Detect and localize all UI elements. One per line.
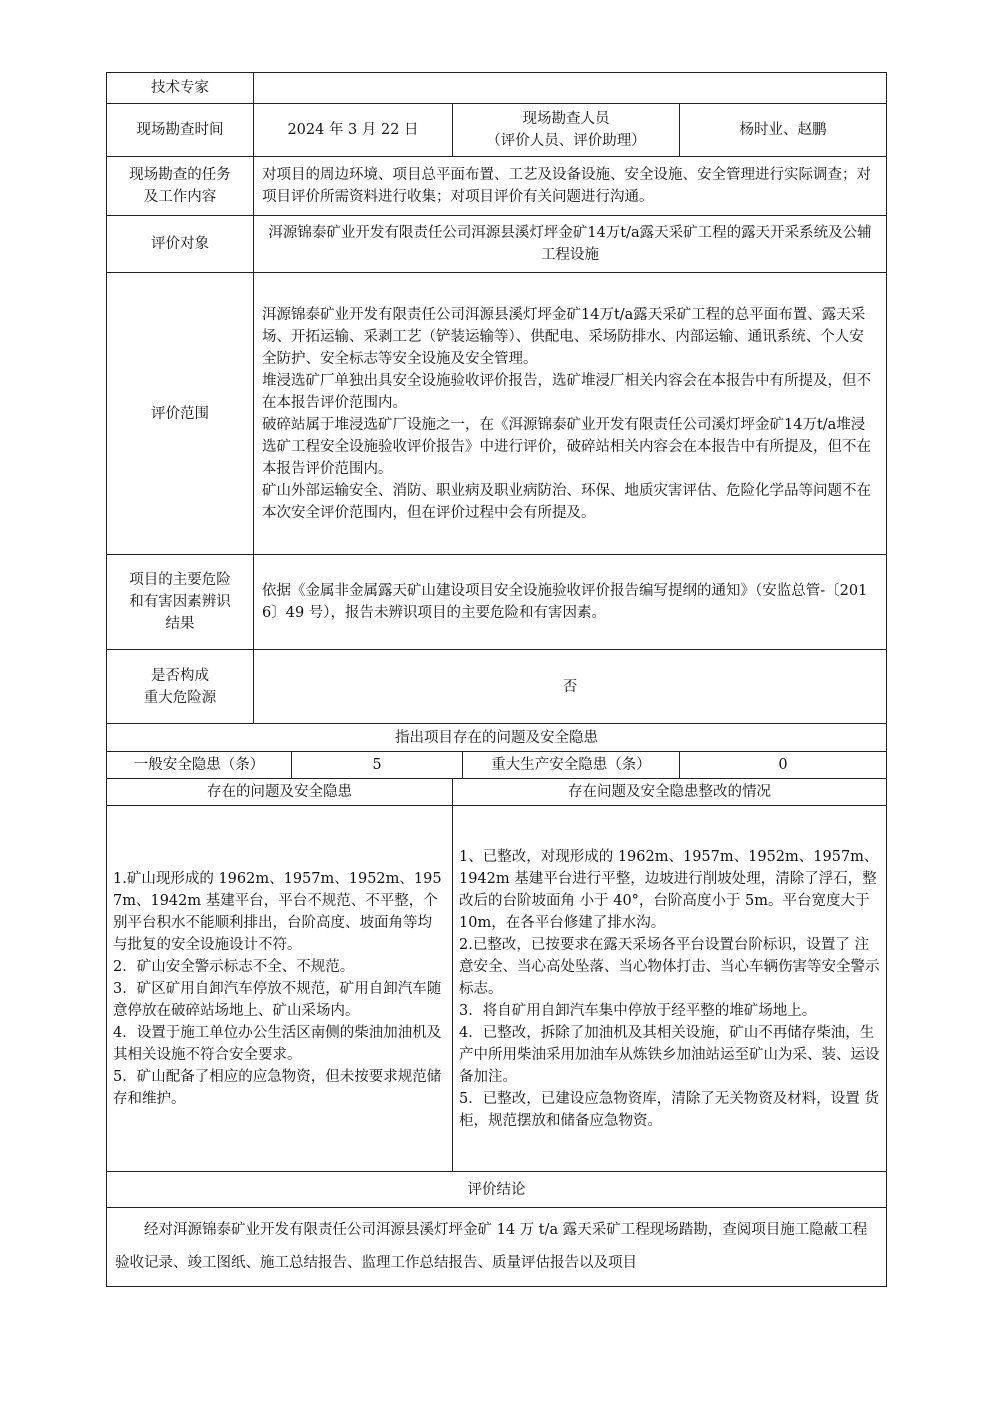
scope-paragraph: 矿山外部运输安全、消防、职业病及职业病防治、环保、地质灾害评估、危险化学品等问题不在本次安全评价范围内，但在评价过程中会有所提及。 [262, 482, 871, 521]
scope-paragraph: 堆浸选矿厂单独出具安全设施验收评价报告，选矿堆浸厂相关内容会在本报告中有所提及，但不在本报告评价范围内。 [262, 372, 871, 411]
task-label-line1: 现场勘查的任务 [129, 167, 231, 183]
rectification-item: 2.已整改，已按要求在露天采场各平台设置台阶标识，设置了 注意安全、当心高处坠落、当心物体打击、当心车辆伤害等安全警示标志。 [459, 936, 880, 997]
major-hazard-label-line2: 重大危险源 [143, 689, 217, 706]
survey-personnel-value: 杨时业、赵鹏 [680, 104, 887, 157]
problem-item: 3．矿区矿用自卸汽车停放不规范，矿用自卸汽车随意停放在破碎站场地上、矿山采场内。 [113, 980, 442, 1019]
hazards-label-line1: 项目的主要危险 [129, 572, 231, 588]
major-hazard-value: 否 [254, 650, 887, 724]
issue-counts-row [107, 752, 887, 779]
problem-item: 1.矿山现形成的 1962m、1957m、1952m、1957m、1942m 基建平台，平台不规范、不平整，个别平台积水不能顺利排出，台阶高度、坡面角等均与批复的安全设施设计不符。 [113, 870, 442, 953]
scope-paragraph: 洱源锦泰矿业开发有限责任公司洱源县溪灯坪金矿14万t/a露天采矿工程的总平面布置、露天采场、开拓运输、采剥工艺（铲装运输等）、供配电、采场防排水、内部运输、通讯系统、个人安全防护、安全标志等安全设施及安全管理。 [262, 306, 866, 367]
rectification-item: 5．已整改，已建设应急物资库，清除了无关物资及材料，设置 货柜，规范摆放和储备应急物资。 [459, 1090, 879, 1129]
hazards-label-line2: 和有害因素辨识 [129, 594, 231, 610]
hazards-row [107, 555, 887, 650]
evaluation-form [106, 72, 886, 1287]
task-label-line2: 及工作内容 [143, 189, 217, 205]
object-label: 评价对象 [107, 216, 254, 273]
major-hazard-row [107, 650, 887, 724]
issues-detail-row [107, 806, 887, 1172]
expert-row [107, 73, 887, 104]
task-text: 对项目的周边环境、项目总平面布置、工艺及设备设施、安全设施、安全管理进行实际调查；对项目评价所需资料进行收集；对项目评价有关问题进行沟通。 [254, 157, 887, 216]
issues-header-row [107, 779, 887, 806]
general-hazard-count: 5 [292, 752, 463, 779]
scope-paragraph: 破碎站属于堆浸选矿厂设施之一，在《洱源锦泰矿业开发有限责任公司溪灯坪金矿14万t/a堆浸选矿工程安全设施验收评价报告》中进行评价，破碎站相关内容会在本报告中有所提及，但不在本报告评价范围内。 [262, 416, 871, 477]
scope-label: 评价范围 [107, 273, 254, 555]
expert-label: 技术专家 [107, 73, 254, 104]
major-hazard-label-line1: 是否构成 [151, 667, 209, 684]
rectification-item: 1、已整改，对现形成的 1962m、1957m、1952m、1957m、1942m 基建平台进行平整，边坡进行削坡处理，清除了浮石，整改后的台阶坡面角 小于 40°，台阶高度小于 5m。平台宽度大于 10m，在各平台修建了排水沟。 [459, 848, 879, 931]
survey-time-value: 2024 年 3 月 22 日 [254, 104, 453, 157]
hazards-label-line3: 结果 [165, 616, 195, 632]
problems-list [107, 806, 453, 1172]
issues-section-title: 指出项目存在的问题及安全隐患 [107, 724, 887, 752]
problem-item: 5．矿山配备了相应的应急物资，但未按要求规范储存和维护。 [113, 1068, 442, 1107]
task-row [107, 157, 887, 216]
survey-personnel-label [453, 104, 680, 157]
rectification-item: 3．将自矿用自卸汽车集中停放于经平整的堆矿场地上。 [459, 1002, 817, 1019]
problems-header: 存在的问题及安全隐患 [107, 779, 453, 806]
expert-value [254, 73, 887, 104]
evaluation-table [106, 72, 887, 1287]
conclusion-title-row [107, 1172, 887, 1208]
object-row [107, 216, 887, 273]
major-hazard-label [107, 650, 254, 724]
task-label [107, 157, 254, 216]
rectifications-header: 存在问题及安全隐患整改的情况 [453, 779, 887, 806]
rectifications-list [453, 806, 887, 1172]
object-text: 洱源锦泰矿业开发有限责任公司洱源县溪灯坪金矿14万t/a露天采矿工程的露天开采系统及公辅工程设施 [254, 216, 887, 273]
major-hazard-count: 0 [680, 752, 887, 779]
survey-row [107, 104, 887, 157]
scope-text [254, 273, 887, 555]
conclusion-text: 经对洱源锦泰矿业开发有限责任公司洱源县溪灯坪金矿 14 万 t/a 露天采矿工程现场踏勘，查阅项目施工隐蔽工程验收记录、竣工图纸、施工总结报告、监理工作总结报告、质量评估报告以及项目 [107, 1208, 887, 1287]
conclusion-title: 评价结论 [107, 1172, 887, 1208]
problem-item: 4．设置于施工单位办公生活区南侧的柴油加油机及其相关设施不符合安全要求。 [113, 1024, 442, 1063]
problem-item: 2．矿山安全警示标志不全、不规范。 [113, 958, 355, 975]
scope-row [107, 273, 887, 555]
survey-personnel-label-line2: （评价人员、评价助理） [486, 133, 646, 149]
survey-personnel-label-line1: 现场勘查人员 [522, 111, 610, 127]
rectification-item: 4．已整改，拆除了加油机及其相关设施，矿山不再储存柴油，生产中所用柴油采用加油车从炼铁乡加油站运至矿山为采、装、运设备加注。 [459, 1024, 880, 1085]
issues-title-row [107, 724, 887, 752]
conclusion-row [107, 1208, 887, 1287]
major-hazard-count-label: 重大生产安全隐患（条） [463, 752, 680, 779]
survey-time-label: 现场勘查时间 [107, 104, 254, 157]
general-hazard-label: 一般安全隐患（条） [107, 752, 292, 779]
hazards-label [107, 555, 254, 650]
hazards-text: 依据《金属非金属露天矿山建设项目安全设施验收评价报告编写提纲的通知》（安监总管-〔2016〕49 号），报告未辨识项目的主要危险和有害因素。 [254, 555, 887, 650]
